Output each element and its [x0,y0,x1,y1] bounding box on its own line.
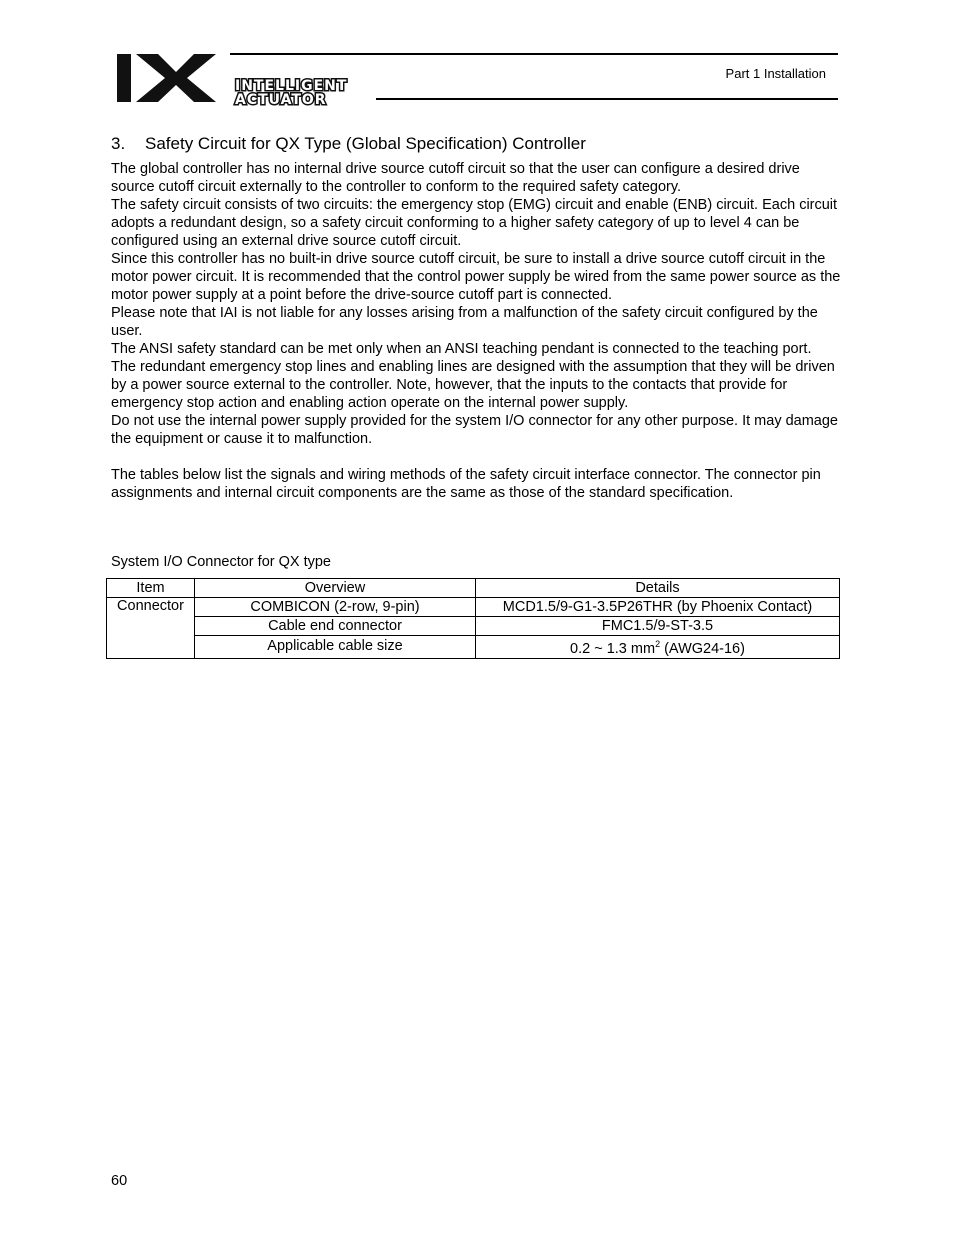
table-caption: System I/O Connector for QX type [111,554,331,570]
paragraph: The redundant emergency stop lines and enabling lines are designed with the assumption that they will be driven by a power source external to the controller. Note, however, that the inputs to the contacts that provide for emergency stop action and enabling action operate on the internal power supply. [111,359,835,411]
header-cell: Details [476,579,840,598]
paragraph: Since this controller has no built-in drive source cutoff circuit, be sure to install a drive source cutoff circuit in the motor power circuit. It is recommended that the control power supply be wired from the same power source as the motor power supply at a point before the drive-source cutoff part is connected. [111,251,841,303]
details-cell: FMC1.5/9-ST-3.5 [476,617,840,636]
table-row [107,598,840,617]
paragraph: Do not use the internal power supply provided for the system I/O connector for any other purpose. It may damage the equipment or cause it to malfunction. [111,413,838,447]
section-number: 3. [111,134,126,153]
header-cell: Item [107,579,195,598]
paragraph: The global controller has no internal drive source cutoff circuit so that the user can configure a desired drive source cutoff circuit externally to the controller to conform to the required safety category. [111,161,800,195]
body-text [111,160,846,502]
paragraph: The ANSI safety standard can be met only when an ANSI teaching pendant is connected to the teaching port. [111,341,812,357]
connector-spec-table [106,578,840,659]
paragraph: The safety circuit consists of two circuits: the emergency stop (EMG) circuit and enable (ENB) circuit. Each circuit adopts a redundant design, so a safety circuit conforming to a higher safety category of up to level 4 can be configured using an external drive source cutoff circuit. [111,197,838,249]
paragraph: Please note that IAI is not liable for any losses arising from a malfunction of the safety circuit configured by the user. [111,305,818,339]
details-cell: MCD1.5/9-G1-3.5P26THR (by Phoenix Contact) [476,598,840,617]
section-title: Safety Circuit for QX Type (Global Specification) Controller [145,134,586,153]
svg-text:INTELLIGENT: INTELLIGENT [235,78,348,94]
overview-cell: Cable end connector [195,617,476,636]
details-superscript: 2 [655,639,661,649]
details-main: 0.2 ~ 1.3 mm [570,640,656,657]
page-number: 60 [111,1173,128,1189]
header-rule-top [230,53,838,55]
table-row [107,636,840,659]
paragraph: The tables below list the signals and wiring methods of the safety circuit interface connector. The connector pin assignments and internal circuit components are the same as those of the standard specification. [111,467,821,501]
part-label: Part 1 Installation [725,66,826,81]
svg-text:ACTUATOR: ACTUATOR [235,92,327,106]
details-cell [476,636,840,659]
overview-cell: Applicable cable size [195,636,476,659]
overview-cell: COMBICON (2-row, 9-pin) [195,598,476,617]
table-header-row [107,579,840,598]
section-heading [111,134,586,154]
details-tail: (AWG24-16) [660,640,745,657]
item-cell: Connector [107,598,195,659]
company-logo [114,50,404,106]
table-row [107,617,840,636]
header-cell: Overview [195,579,476,598]
header-rule-bottom [376,98,838,100]
